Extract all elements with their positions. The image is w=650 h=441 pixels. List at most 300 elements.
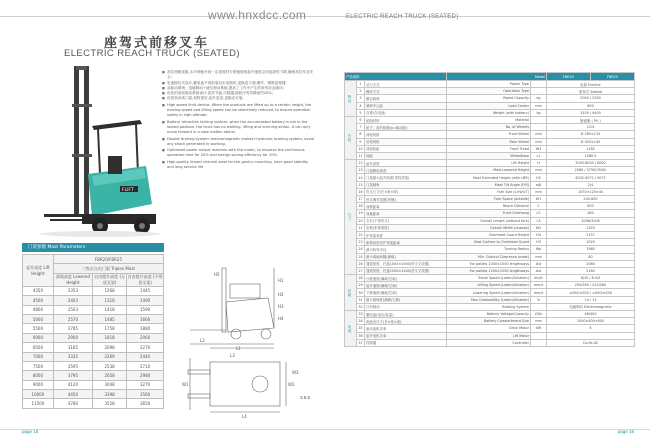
spec-value: 280 (547, 210, 635, 217)
section-title: ELECTRIC REACH TRUCK (SEATED) (346, 14, 459, 20)
spec-row (345, 102, 635, 109)
label-h2: H2 (278, 292, 284, 297)
spec-row (345, 224, 635, 231)
mast-cell: 2980 (127, 371, 164, 380)
spec-unit: Ast (531, 260, 547, 267)
label-w3: W3 (292, 370, 299, 375)
spec-value (547, 332, 635, 339)
spec-item-cn: 护顶架高度 (365, 231, 447, 238)
spec-table-body (345, 73, 635, 347)
spec-unit: L1 (531, 152, 547, 159)
spec-item-cn: 起升电机功率 (365, 332, 447, 339)
mast-cell: 7000 (23, 352, 54, 361)
mast-cell: 2503 (53, 305, 92, 314)
mast-cell: 3528 (93, 399, 127, 408)
spec-item-cn: 门架倾角 (365, 181, 447, 188)
spec-row-number: 5 (357, 109, 365, 116)
mast-cell: 1418 (93, 305, 127, 314)
spec-unit: mm (531, 188, 547, 195)
feature-en-2: ■ Battery retraction locking system: when the accumulated battery is not in the locked position, the truck has no walking, lifting and inclining action. It can only move forward in a slow motion status. (162, 120, 314, 136)
spec-unit: α/β (531, 181, 547, 188)
diagram-note: 3.5.6 (300, 395, 311, 400)
spec-table (344, 72, 635, 347)
spec-value: 48/400 (547, 311, 635, 318)
spec-row (345, 325, 635, 332)
spec-value: 600 (547, 102, 635, 109)
spec-unit: mm/s (531, 289, 547, 296)
spec-header-cn: 产品规格 (345, 73, 447, 81)
label-w2: W2 (288, 382, 295, 387)
spec-row (345, 203, 635, 210)
spec-item-en: Operation Type (447, 88, 531, 95)
mast-row (23, 314, 164, 323)
mast-title-cn: 门架参数 (28, 245, 46, 250)
spec-item-cn: 控制器 (365, 339, 447, 346)
spec-row-number: 11 (358, 153, 363, 158)
mast-cell: 1590 (127, 305, 164, 314)
mast-col-lift-height: 起升高度 Lift Height (23, 255, 54, 287)
label-l2: L2 (200, 338, 205, 343)
spec-unit: L2 (531, 210, 547, 217)
mast-cell: 8000 (23, 371, 54, 380)
spec-unit: H4 (531, 231, 547, 238)
spec-value: 2080 / 3790(3500) (547, 167, 635, 174)
spec-row-number: 18 (358, 204, 363, 209)
spec-row-number: 21 (358, 225, 363, 230)
spec-row (345, 260, 635, 267)
spec-item-en: Overall Width (chassis) (447, 224, 531, 231)
spec-value: ≤450/≤500 / ≤450/≤500 (547, 289, 635, 296)
feature-cn-5: ■ 优质高举高门架,视野更好,起升更高,更稳定可靠。 (162, 96, 314, 101)
spec-value: 2/1X (547, 124, 635, 131)
spec-item-cn: 蓄电池(电压/容量) (365, 311, 447, 318)
spec-item-en: Power Type (447, 81, 531, 88)
spec-row (345, 124, 635, 131)
spec-value: 1025 (547, 239, 635, 246)
mast-cell: 4800 (23, 305, 54, 314)
feature-cn-3: ■ 双驱动系统、电磁制动+液压制动系统,提高了工作中产生的所有冲击破坏; (162, 86, 314, 91)
spec-unit (531, 339, 547, 346)
spec-unit (531, 124, 547, 131)
page-number-right: page 16 (617, 429, 634, 434)
spec-unit: H3 (531, 239, 547, 246)
mast-cell: 1485 (93, 314, 127, 323)
spec-item-cn: 下降速度(满载/空载) (365, 289, 447, 296)
spec-item-cn: 动力方式 (365, 81, 447, 88)
svg-text:FLIFT: FLIFT (122, 188, 134, 193)
label-h1: H1 (278, 278, 284, 283)
spec-value: 电磁制动 Electromagnetic (547, 303, 635, 310)
spec-item-en: Fork Space (outside) (447, 196, 531, 203)
spec-item-en: Front Tread (447, 145, 531, 152)
website-url[interactable]: www.hnxdcc.com (208, 8, 307, 22)
mast-row (23, 296, 164, 305)
mast-row (23, 324, 164, 333)
mast-cell: 2269 (93, 352, 127, 361)
feature-cn-1: ■ 高位两级视重,水平伸缩升到一定高度时行驶速度和起升速度会同选择性下降,确保高空作业安全; (162, 70, 314, 81)
feature-list (162, 70, 314, 170)
mast-cell: 5000 (23, 314, 54, 323)
spec-group-label: 特征 (345, 81, 357, 117)
spec-item-en: Travel Speed (Laden/Unladen) (447, 275, 531, 282)
spec-unit: mm (531, 138, 547, 145)
spec-row-number: 24 (358, 247, 363, 252)
spec-item-en: Lowering Speed (Laden/Unladen) (447, 289, 531, 296)
spec-value: Ø 285×125 (547, 131, 635, 138)
spec-row (345, 131, 635, 138)
page-number-left: page 15 (22, 429, 39, 434)
spec-item-en: Overhead Guard Height (447, 231, 531, 238)
spec-row (345, 181, 635, 188)
spec-row-number: 22 (358, 233, 363, 238)
spec-value: 6 (547, 325, 635, 332)
spec-row-number: 25 (358, 254, 363, 259)
mast-cell: 1318 (93, 296, 127, 305)
spec-value: 3100 / 4400 (547, 109, 635, 116)
feature-en-5: ■ High-quality import channel steel for the gantry mounting, have good stability and long service life (162, 160, 314, 171)
spec-unit: W2 (531, 224, 547, 231)
spec-value: 电源 Electric (547, 81, 635, 88)
label-l4: L4 (242, 414, 247, 419)
spec-item-cn: 最大爬坡度(满载/空载) (365, 296, 447, 303)
spec-row (345, 109, 635, 116)
spec-item-cn: 起升高度 (365, 160, 447, 167)
spec-header-fbr25: FBR25 (591, 73, 635, 81)
spec-unit (531, 303, 547, 310)
spec-unit: Wa (531, 246, 547, 253)
spec-value: 1185 (547, 145, 635, 152)
spec-row (345, 246, 635, 253)
spec-item-en: Drive Motor (447, 325, 531, 332)
spec-row-number: 8 (357, 131, 365, 138)
spec-row (345, 188, 635, 195)
spec-group-label: 尺寸 (345, 160, 357, 275)
spec-value: 3000-8000 / 8000 (547, 160, 635, 167)
spec-row-number: 20 (358, 218, 363, 223)
label-h3: H3 (278, 304, 284, 309)
spec-unit: kg (531, 109, 547, 116)
mast-row (23, 361, 164, 370)
spec-row-number: 33 (358, 312, 363, 317)
spec-item-en: Battery Voltage/Capacity (447, 311, 531, 318)
spec-header-fbr20: FBR20 (547, 73, 591, 81)
spec-value: 1980 (547, 246, 635, 253)
spec-row (345, 217, 635, 224)
spec-unit: mm/s (531, 282, 547, 289)
spec-row (345, 282, 635, 289)
label-w1: W1 (182, 382, 189, 387)
spec-unit: mm (531, 131, 547, 138)
mast-cell: 4450 (53, 390, 92, 399)
spec-item-cn: 轮子、前后轮数(x=驱动轮) (365, 124, 447, 131)
spec-unit: % (531, 296, 547, 303)
mast-cell: 1660 (127, 314, 164, 323)
spec-item-cn: 轮胎材料 (365, 116, 447, 123)
spec-value: 2000 / 2500 (547, 95, 635, 102)
spec-item-en: Material (447, 116, 531, 123)
spec-unit: mm (531, 167, 547, 174)
mast-cell: 2658 (93, 371, 127, 380)
spec-unit: kW (531, 325, 547, 332)
mast-cell: 11500 (23, 399, 54, 408)
spec-item-en: Overall Length (without fork) (447, 217, 531, 224)
spec-row (345, 275, 635, 282)
spec-item-cn: 起升速度(满载/空载) (365, 282, 447, 289)
spec-value: 2/4 (547, 181, 635, 188)
spec-item-cn: 最小离地间隙(满载) (365, 253, 447, 260)
mast-col-lowered: 落地高度 Lowered Height (53, 273, 92, 286)
spec-unit: mm (531, 102, 547, 109)
spec-row-number: 32 (358, 304, 363, 309)
spec-item-cn: 电池仓尺寸(长×宽×高) (365, 318, 447, 325)
mast-cell: 2785 (53, 324, 92, 333)
mast-cell: 3048 (93, 380, 127, 389)
spec-header-model: Model (447, 73, 547, 81)
mast-cell: 3185 (53, 343, 92, 352)
spec-row (345, 167, 635, 174)
mast-cell: 9000 (23, 380, 54, 389)
mast-row (23, 286, 164, 295)
spec-item-en: Reach Distance (447, 203, 531, 210)
mast-col-free-lift-b: 自由提升高度 (不带货叉架) (127, 273, 163, 285)
label-l1: L1 (236, 346, 241, 351)
spec-row (345, 239, 635, 246)
spec-value: 240-800 (547, 196, 635, 203)
spec-group-label: 电池 (345, 311, 357, 347)
page-title-cn: 座驾式前移叉车 (104, 36, 210, 51)
spec-row (345, 145, 635, 152)
spec-value: 聚氨酯 ( PU ) (547, 116, 635, 123)
spec-item-cn: 驱动电机功率 (365, 325, 447, 332)
spec-group-label: 车轮 (345, 116, 357, 159)
spec-row-number: 34 (358, 319, 363, 324)
spec-item-cn: 后轮规格 (365, 138, 447, 145)
spec-row (345, 311, 635, 318)
spec-item-cn: 载荷中心距 (365, 102, 447, 109)
mast-cell: 3650 (127, 399, 164, 408)
spec-row (345, 196, 635, 203)
spec-row (345, 81, 635, 88)
spec-row-number: 6 (357, 116, 365, 123)
label-l3: L3 (230, 353, 235, 358)
spec-row (345, 160, 635, 167)
spec-item-cn: 最小转弯半径 (365, 246, 447, 253)
mast-group-header: 三级全自由门架 Triplex Mast (53, 264, 163, 273)
page-title-en: ELECTRIC REACH TRUCK (SEATED) (64, 48, 240, 59)
mast-cell: 2060 (127, 333, 164, 342)
mast-cell: 4780 (53, 399, 92, 408)
mast-cell: 3795 (53, 371, 92, 380)
spec-item-cn: 门架降低高度 (365, 167, 447, 174)
spec-item-en: No. of Wheels (447, 124, 531, 131)
spec-row (345, 267, 635, 274)
mast-cell: 2403 (53, 296, 92, 305)
mast-row (23, 352, 164, 361)
spec-row-number: 1 (357, 81, 365, 88)
spec-value: 1320 (547, 224, 635, 231)
spec-item-cn: 货叉尺寸(长×宽×厚) (365, 188, 447, 195)
mast-cell: 3560 (127, 390, 164, 399)
spec-row (345, 318, 635, 325)
mast-cell: 2710 (127, 361, 164, 370)
spec-unit: W1 (531, 196, 547, 203)
spec-value: 8/10 / 8.5/9 (547, 275, 635, 282)
mast-cell: 1268 (93, 286, 127, 295)
spec-unit: H (531, 160, 547, 167)
mast-row (23, 305, 164, 314)
spec-item-cn: 操作方式 (365, 88, 447, 95)
spec-item-en: Mast Extended Height (with LBR) (447, 174, 531, 181)
spec-row-number: 14 (358, 175, 363, 180)
mast-cell: 2900 (53, 333, 92, 342)
mast-model-header: FBR20/FBR25 (53, 255, 163, 264)
spec-unit: C (531, 203, 547, 210)
spec-row (345, 152, 635, 159)
spec-value: 1580.5 (547, 152, 635, 159)
spec-unit: H2 (531, 174, 547, 181)
spec-item-en: Fork Size (L×W×T) (447, 188, 531, 195)
spec-item-en: Min. Ground Clearance (mast) (447, 253, 531, 260)
spec-item-cn: 行驶速度(满载/空载) (365, 275, 447, 282)
spec-item-en: Mast Tilt Angle (F/R) (447, 181, 531, 188)
spec-row-number: 35 (358, 326, 363, 331)
spec-value: 1000×400×600 (547, 318, 635, 325)
spec-row (345, 253, 635, 260)
spec-row-number: 15 (358, 182, 363, 187)
mast-cell: 1490 (127, 296, 164, 305)
spec-item-en: Weight (with battery) (447, 109, 531, 116)
spec-unit: Ast (531, 267, 547, 274)
spec-item-en: For pallets 1000×1000 lengthways (447, 260, 531, 267)
feature-en-1: ■ High speed limit device: When the products are lifted up to a certain height, the moving speed and lifting speed can be selectively reduced, to ensure operation safety in high altitude. (162, 103, 314, 119)
spec-item-cn: 自重(含电池) (365, 109, 447, 116)
spec-row (345, 303, 635, 310)
mast-table (22, 254, 164, 409)
feature-en-4: ■ Optimized power output matches with the motor, to improve the continuous operation time for 20% and energy-saving efficiency for 10%. (162, 148, 314, 159)
spec-row-number: 30 (358, 290, 363, 295)
mast-cell: 2570 (53, 314, 92, 323)
spec-unit: km/h (531, 275, 547, 282)
spec-row (345, 339, 635, 346)
spec-item-en: Lifting Speed (Laden/Unladen) (447, 282, 531, 289)
spec-item-cn: 轴距 (365, 152, 447, 159)
spec-item-en: Battery Compartment Size (447, 318, 531, 325)
spec-value: Curtis AC (547, 339, 635, 346)
mast-cell: 2538 (93, 361, 127, 370)
spec-row-number: 12 (358, 161, 363, 166)
mast-row (23, 380, 164, 389)
spec-item-en: Braking System (447, 303, 531, 310)
spec-item-en: Load Center (447, 102, 531, 109)
spec-row-number: 10 (358, 146, 363, 151)
spec-item-cn: 行车制动 (365, 303, 447, 310)
mast-cell: 1818 (93, 333, 127, 342)
spec-unit (531, 81, 547, 88)
spec-group-label: 性能 (345, 275, 357, 311)
mast-parameters-heading (22, 243, 164, 252)
mast-cell: 3270 (127, 380, 164, 389)
spec-unit (531, 332, 547, 339)
spec-row-number: 3 (357, 95, 365, 102)
mast-cell: 5500 (23, 324, 54, 333)
spec-row (345, 174, 635, 181)
spec-value: 250/280 / 220/280 (547, 282, 635, 289)
mast-cell: 1445 (127, 286, 164, 295)
spec-row-number: 26 (358, 261, 363, 266)
spec-item-cn: 额定载荷 (365, 95, 447, 102)
mast-cell: 2440 (127, 352, 164, 361)
spec-item-en: Max Gradeability (Laden/Unladen) (447, 296, 531, 303)
spec-value: 1070×120×40 (547, 188, 635, 195)
spec-unit: W3 (531, 145, 547, 152)
spec-unit (531, 88, 547, 95)
spec-row (345, 95, 635, 102)
spec-item-cn: 通道宽度、托盘1000×1000(货叉叉放置) (365, 260, 447, 267)
mast-row (23, 390, 164, 399)
mast-row (23, 333, 164, 342)
spec-item-en: Front Overhang (447, 210, 531, 217)
spec-item-cn: 前轮规格 (365, 131, 447, 138)
spec-value: 2180 (547, 267, 635, 274)
mast-cell: 4120 (53, 380, 92, 389)
spec-item-en: Front Wheel (447, 131, 531, 138)
spec-row (345, 289, 635, 296)
spec-unit: mm (531, 253, 547, 260)
spec-item-en: For pallets 1200×1200 lengthways (447, 267, 531, 274)
spec-row (345, 210, 635, 217)
spec-value: Ø 343×140 (547, 138, 635, 145)
mast-row (23, 399, 164, 408)
spec-item-cn: 座椅高度至护顶架距离 (365, 239, 447, 246)
spec-row (345, 332, 635, 339)
footer-rule (0, 429, 650, 430)
header-rule (0, 16, 650, 17)
mast-table-body (23, 286, 164, 408)
spec-item-en: Controller (447, 339, 531, 346)
label-h5: H5 (214, 272, 220, 277)
spec-value: 座驾式 Seated (547, 88, 635, 95)
spec-row-number: 28 (358, 276, 363, 281)
mast-row (23, 371, 164, 380)
feature-cn-4: ■ 优化的油泵驱动系统设计,高效节能,可超越,能耗可有效降低约20%; (162, 91, 314, 96)
feature-en-3: ■ Double braking system: electromagnetic brakes+hydraulic braking system, avoid any shock generated in working. (162, 137, 314, 148)
reach-truck-image (22, 64, 160, 240)
mast-cell: 6000 (23, 333, 54, 342)
mast-cell: 4350 (23, 286, 54, 295)
mast-cell: 1758 (93, 324, 127, 333)
spec-item-en: Mast Lowered Height (447, 167, 531, 174)
spec-row-number: 23 (358, 240, 363, 245)
spec-value: 4032-9072 / 9072 (547, 174, 635, 181)
spec-row (345, 88, 635, 95)
mast-cell: 2098 (93, 343, 127, 352)
spec-item-cn: 货叉调节范围(外侧) (365, 196, 447, 203)
mast-cell: 7500 (23, 361, 54, 370)
mast-cell: 3398 (93, 390, 127, 399)
spec-row (345, 231, 635, 238)
mast-col-free-lift-a: 自由提升高度 (无货叉架) (94, 273, 126, 285)
mast-cell: 4500 (23, 296, 54, 305)
mast-cell: 2270 (127, 343, 164, 352)
spec-unit (531, 116, 547, 123)
spec-row (345, 138, 635, 145)
spec-item-en: Turning Radius (447, 246, 531, 253)
spec-item-cn: 全宽(车体宽度) (365, 224, 447, 231)
spec-unit: kg (531, 95, 547, 102)
spec-value: 600 (547, 203, 635, 210)
spec-value: 10 / 13 (547, 296, 635, 303)
spec-item-cn: 通道宽度、托盘1200×1200(货叉叉放置) (365, 267, 447, 274)
